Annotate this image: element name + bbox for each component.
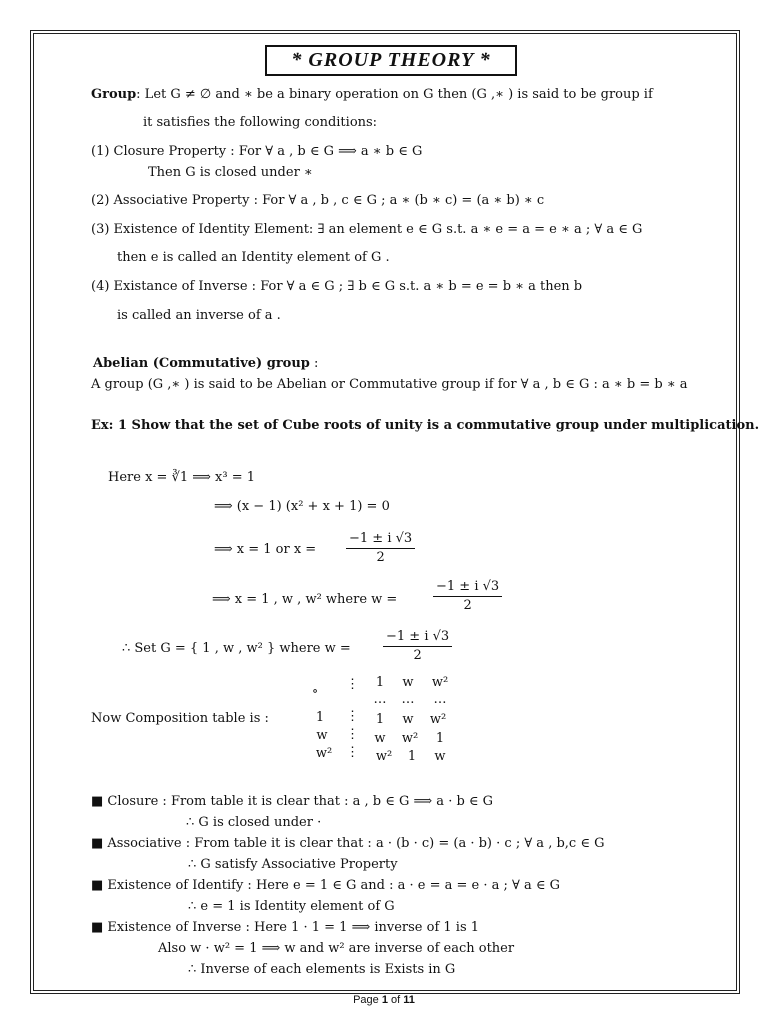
table-dots: … — [373, 692, 387, 707]
inverse-property: (4) Existance of Inverse : For ∀ a ∈ G ; ∃ b ∈ G s.t. a ∗ b = e = b ∗ a then b — [91, 279, 583, 294]
step-here: Here x = ∛1 ⟹ x³ = 1 — [108, 470, 255, 485]
group-definition-text: : Let G ≠ ∅ and ∗ be a binary operation on G then (G ,∗ ) is said to be group if — [136, 87, 653, 102]
table-row-label: 1 — [315, 710, 325, 725]
table-header-cell: 1 — [375, 675, 385, 690]
page-footer: Page 1 of 11 — [353, 994, 415, 1006]
table-header-cell: w² — [431, 675, 449, 690]
table-separator: ⋮ — [346, 727, 359, 742]
table-cell: 1 — [375, 712, 385, 727]
table-cell: w² — [429, 712, 447, 727]
bullet-closure-conclusion: ∴ G is closed under · — [186, 815, 322, 830]
inverse-note: is called an inverse of a . — [117, 308, 281, 323]
fraction-roots: $\frac{-1 \pm i √3}{2}$ — [346, 531, 415, 566]
step-set: ∴ Set G = { 1 , w , w² } where w = — [122, 641, 351, 656]
bullet-associative-conclusion: ∴ G satisfy Associative Property — [188, 857, 398, 872]
composition-label: Now Composition table is : — [91, 711, 269, 726]
title-box — [265, 45, 517, 76]
associative-property: (2) Associative Property : For ∀ a , b , c ∈ G ; a ∗ (b ∗ c) = (a ∗ b) ∗ c — [91, 193, 545, 208]
page-title: * GROUP THEORY * — [291, 49, 491, 71]
abelian-definition: A group (G ,∗ ) is said to be Abelian or Commutative group if for ∀ a , b ∈ G : a ∗ b = b ∗ a — [91, 377, 688, 392]
fraction-set: $\frac{-1 \pm i √3}{2}$ — [383, 629, 452, 664]
table-row-label: w² — [315, 746, 333, 761]
closure-note: Then G is closed under ∗ — [148, 165, 313, 180]
closure-property: (1) Closure Property : For ∀ a , b ∈ G ⟹ a ∗ b ∈ G — [91, 144, 423, 159]
bullet-closure: ■ Closure : From table it is clear that : a , b ∈ G ⟹ a · b ∈ G — [91, 794, 494, 809]
table-cell: w — [374, 731, 386, 746]
table-operator: ∘ — [311, 684, 319, 699]
step-roots: ⟹ x = 1 or x = — [214, 542, 317, 557]
identity-property: (3) Existence of Identity Element: ∃ an element e ∈ G s.t. a ∗ e = a = e ∗ a ; ∀ a ∈ G — [91, 222, 643, 237]
step-w-def: ⟹ x = 1 , w , w² where w = — [212, 592, 398, 607]
identity-note: then e is called an Identity element of G . — [117, 250, 390, 265]
bullet-inverse-also: Also w · w² = 1 ⟹ w and w² are inverse of each other — [158, 941, 515, 956]
bullet-associative: ■ Associative : From table it is clear that : a · (b · c) = (a · b) · c ; ∀ a , b,c ∈ G — [91, 836, 605, 851]
table-cell: 1 — [435, 731, 445, 746]
group-term: Group — [91, 87, 137, 102]
table-dots: … — [433, 692, 447, 707]
table-cell: w² — [375, 749, 393, 764]
abelian-heading: Abelian (Commutative) group : — [93, 356, 319, 371]
bullet-inverse-conclusion: ∴ Inverse of each elements is Exists in G — [188, 962, 456, 977]
step-factor: ⟹ (x − 1) (x² + x + 1) = 0 — [214, 499, 390, 514]
table-cell: w² — [401, 731, 419, 746]
table-row-label: w — [316, 728, 328, 743]
page-total: 11 — [403, 994, 415, 1006]
fraction-w: $\frac{-1 \pm i √3}{2}$ — [433, 579, 502, 614]
group-definition — [91, 87, 653, 103]
bullet-identity: ■ Existence of Identify : Here e = 1 ∈ G and : a · e = a = e · a ; ∀ a ∈ G — [91, 878, 561, 893]
table-dots: … — [401, 692, 415, 707]
table-cell: w — [402, 712, 414, 727]
page-number: 1 — [381, 994, 388, 1006]
group-definition-cont: it satisfies the following conditions: — [143, 115, 378, 130]
table-separator: ⋮ — [346, 709, 359, 724]
table-separator: ⋮ — [346, 745, 359, 760]
table-separator: ⋮ — [346, 677, 359, 692]
table-header-cell: w — [402, 675, 414, 690]
table-cell: 1 — [407, 749, 417, 764]
bullet-identity-conclusion: ∴ e = 1 is Identity element of G — [188, 899, 395, 914]
example-statement: Ex: 1 Show that the set of Cube roots of unity is a commutative group under multiplication. — [91, 418, 760, 433]
table-cell: w — [434, 749, 446, 764]
bullet-inverse: ■ Existence of Inverse : Here 1 · 1 = 1 ⟹ inverse of 1 is 1 — [91, 920, 480, 935]
